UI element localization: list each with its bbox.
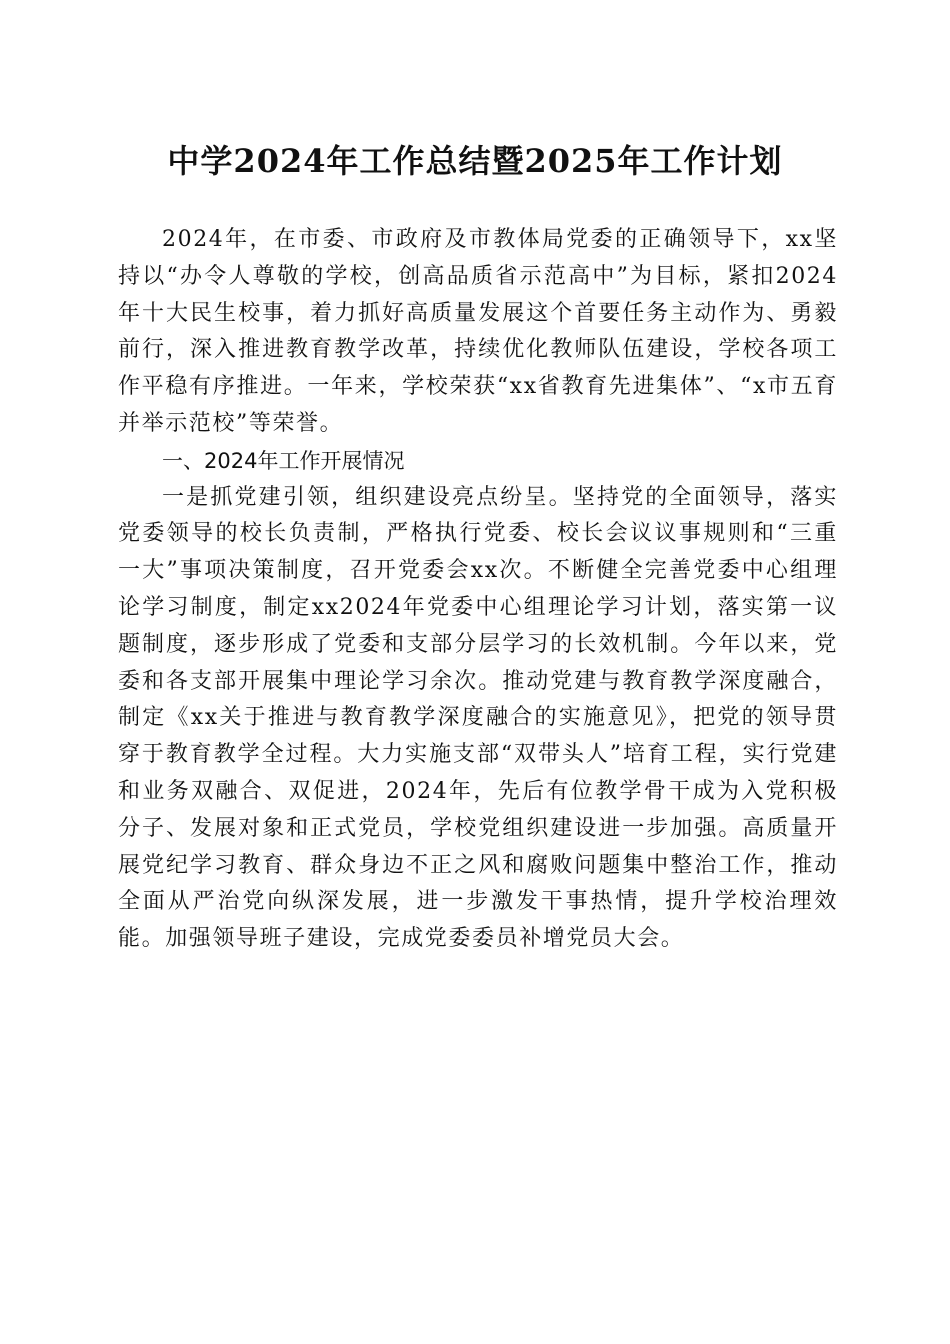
document-title: 中学2024年工作总结暨2025年工作计划: [167, 142, 783, 180]
section-heading-1: 一、2024年工作开展情况: [162, 448, 405, 473]
document-body: [118, 222, 838, 958]
intro-paragraph: 2024年，在市委、市政府及市教体局党委的正确领导下，xx坚持以“办令人尊敬的学校，创高品质省示范高中”为目标，紧扣2024年十大民生校事，着力抓好高质量发展这个首要任务主动作为、勇毅前行，深入推进教育教学改革，持续优化教师队伍建设，学校各项工作平稳有序推进。一年来，学校荣获“xx省教育先进集体”、“x市五育并举示范校”等荣誉。: [118, 227, 838, 436]
section-1-paragraph-1: 一是抓党建引领，组织建设亮点纷呈。坚持党的全面领导，落实党委领导的校长负责制，严格执行党委、校长会议议事规则和“三重一大”事项决策制度，召开党委会xx次。不断健全完善党委中心组理论学习制度，制定xx2024年党委中心组理论学习计划，落实第一议题制度，逐步形成了党委和支部分层学习的长效机制。今年以来，党委和各支部开展集中理论学习余次。推动党建与教育教学深度融合，制定《xx关于推进与教育教学深度融合的实施意见》，把党的领导贯穿于教育教学全过程。大力实施支部“双带头人”培育工程，实行党建和业务双融合、双促进，2024年，先后有位教学骨干成为入党积极分子、发展对象和正式党员，学校党组织建设进一步加强。高质量开展党纪学习教育、群众身边不正之风和腐败问题集中整治工作，推动全面从严治党向纵深发展，进一步激发干事热情，提升学校治理效能。加强领导班子建设，完成党委委员补增党员大会。: [118, 484, 838, 952]
